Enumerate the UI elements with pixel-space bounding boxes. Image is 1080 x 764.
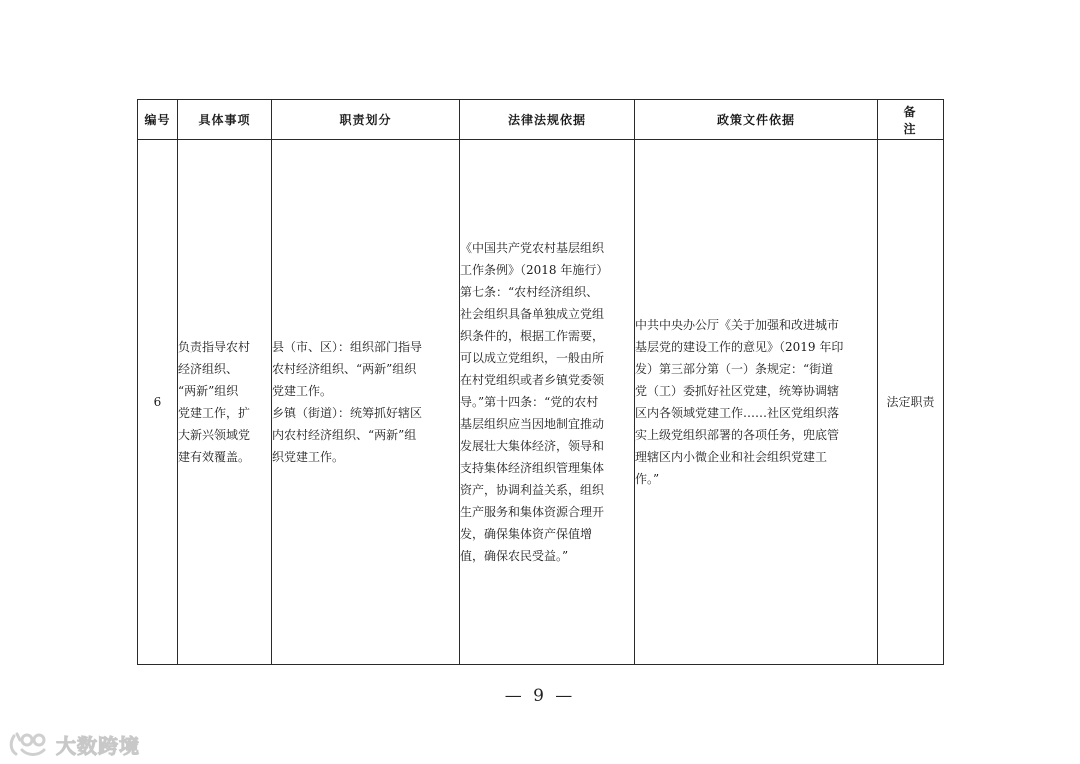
header-law: 法律法规依据 [460,100,635,140]
header-division: 职责划分 [272,100,460,140]
row-number-text: 6 [153,395,162,409]
row-item-text: 负责指导农村 经济组织、 “两新”组织 党建工作，扩 大新兴领域党 建有效覆盖。 [178,340,251,464]
table-row [138,140,944,665]
header-item: 具体事项 [178,100,272,140]
row-item [178,140,272,665]
header-policy: 政策文件依据 [635,100,878,140]
row-number [138,140,178,665]
row-remark-text: 法定职责 [886,395,935,409]
row-remark [878,140,944,665]
row-division [272,140,460,665]
row-policy [635,140,878,665]
row-division-text: 县（市、区）：组织部门指导 农村经济组织、“两新”组织 党建工作。 乡镇（街道）：统筹抓好辖区 内农村经济组织、“两新”组 织党建工作。 [272,340,423,464]
duty-table [137,99,944,665]
row-policy-text: 中共中央办公厅《关于加强和改进城市 基层党的建设工作的意见》（2019 年印 发）第三部分第（一）条规定：“街道 党（工）委抓好社区党建，统筹协调辖 区内各领域党建工作……社区党组织落 实上级党组织部署的各项任务，兜底管 理辖区内小微企业和社会组织党建工 作。” [635,318,844,486]
watermark-text: 大数跨境 [56,733,140,758]
header-number: 编号 [138,100,178,140]
header-remark: 备 注 [878,100,944,140]
row-law [460,140,635,665]
brand-logo-icon [8,730,50,758]
table-header-row [138,100,944,140]
row-law-text: 《中国共产党农村基层组织 工作条例》（2018 年施行） 第七条：“农村经济组织、 社会组织具备单独成立党组 织条件的，根据工作需要， 可以成立党组织，一般由所 在村党组织或者乡镇党委领 导。”第十四条：“党的农村 基层组织应当因地制宜推动 发展壮大集体经济，领导和 支持集体经济组织管理集体 资产，协调利益关系，组织 生产服务和集体资源合理开 发，确保集体资产保值增 值，确保农民受益。” [460,241,609,563]
page-number: — 9 — [504,686,576,706]
watermark [8,728,140,760]
